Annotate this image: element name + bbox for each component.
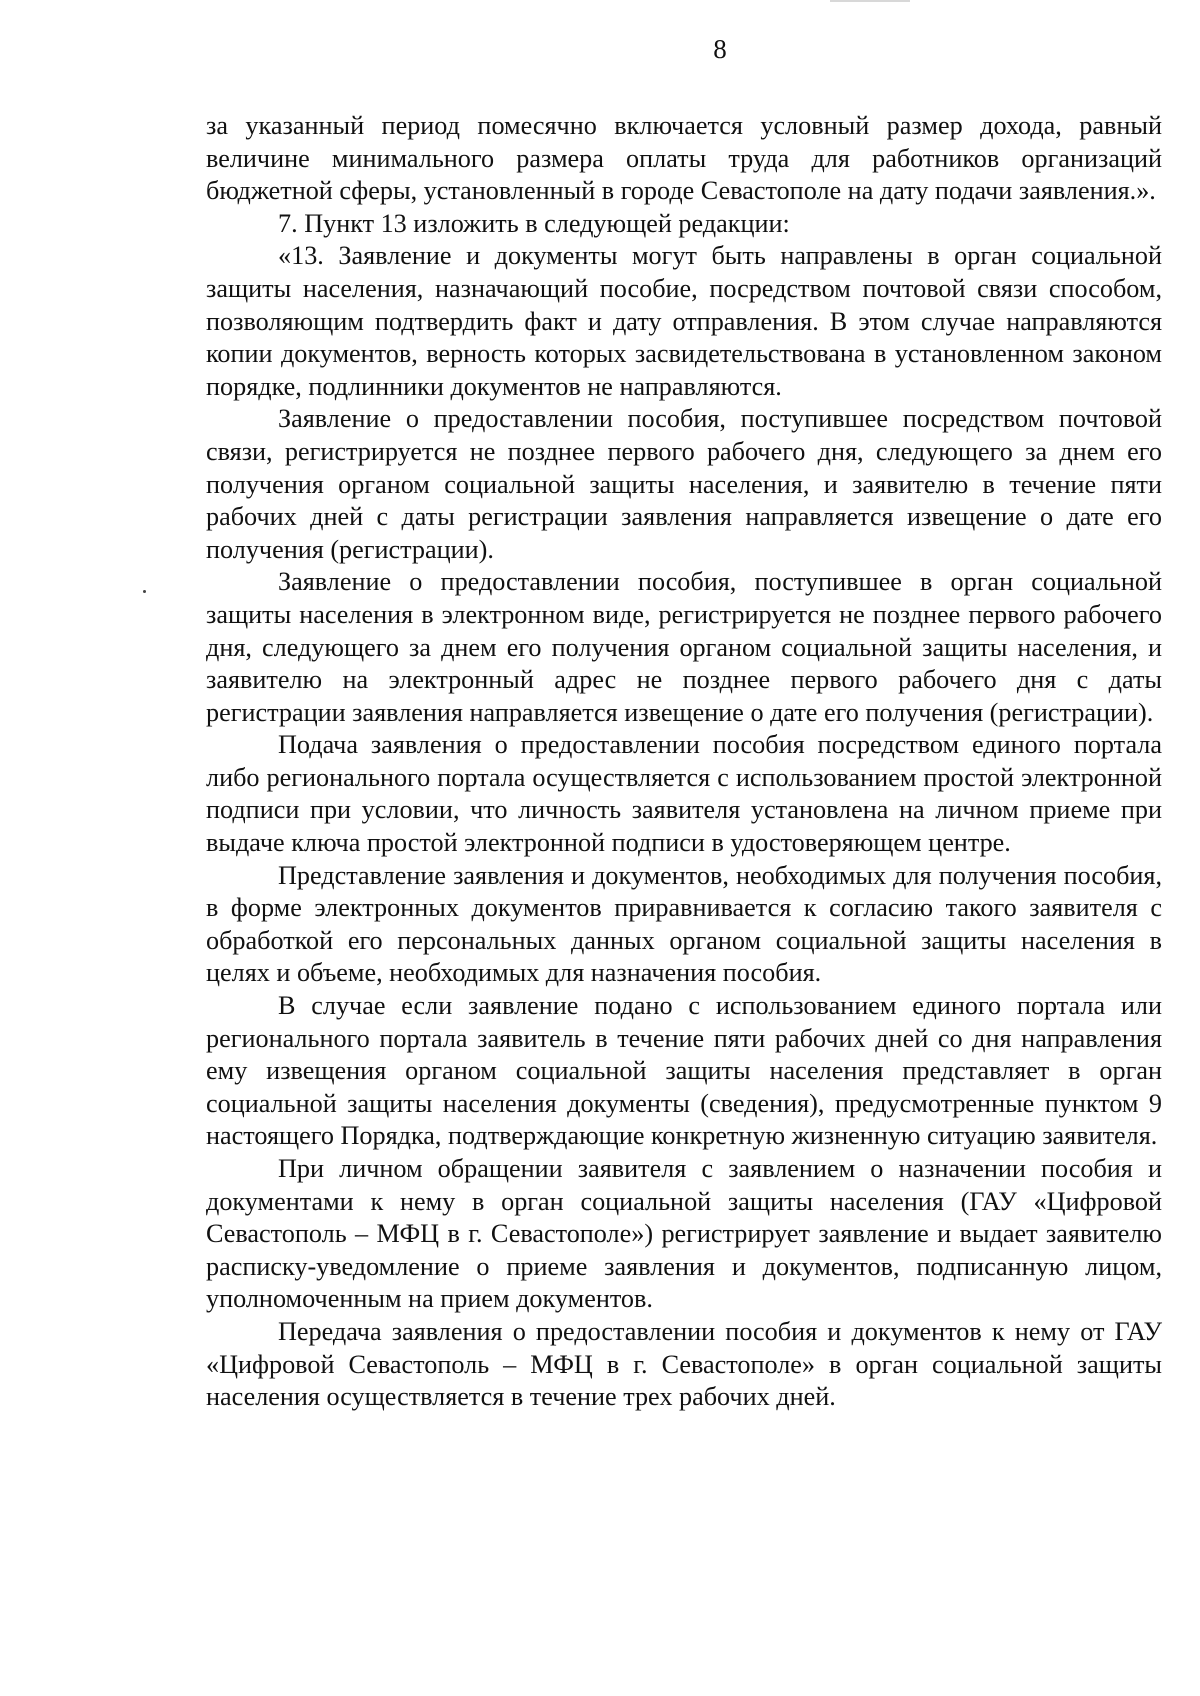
scan-dot xyxy=(143,590,146,593)
paragraph-continuation: за указанный период помесячно включается условный размер дохода, равный величине минимального размера оплаты труда для работников организаций бюджетной сферы, установленный в городе Севастополе на дату подачи заявления.». xyxy=(206,111,1162,206)
paragraph-portal-submission: Подача заявления о предоставлении пособия посредством единого портала либо регионального портала осуществляется с использованием простой электронной подписи при условии, что личность заявителя установлена на личном приеме при выдаче ключа простой электронной подписи в удостоверяющем центре. xyxy=(206,730,1162,858)
page-number: 8 xyxy=(713,34,727,64)
paragraph-postal-registration: Заявление о предоставлении пособия, поступившее посредством почтовой связи, регистрируется не позднее первого рабочего дня, следующего за днем его получения органом социальной защиты населения, и заявителю в течение пяти рабочих дней с даты регистрации заявления направляется извещение о дате его получения (регистрации). xyxy=(206,404,1162,564)
paragraph-portal-documents: В случае если заявление подано с использованием единого портала или регионального портала заявитель в течение пяти рабочих дней со дня направления ему извещения органом социальной защиты населения представляет в орган социальной защиты населения документы (сведения), предусмотренные пунктом 9 настоящего Порядка, подтверждающие конкретную жизненную ситуацию заявителя. xyxy=(206,991,1162,1151)
paragraph-personal-visit: При личном обращении заявителя с заявлением о назначении пособия и документами к нему в орган социальной защиты населения (ГАУ «Цифровой Севастополь – МФЦ в г. Севастополе») регистрирует заявление и выдает заявителю расписку-уведомление о приеме заявления и документов, подписанную лицом, уполномоченным на прием документов. xyxy=(206,1154,1162,1314)
paragraph-point-13: «13. Заявление и документы могут быть направлены в орган социальной защиты населения, назначающий пособие, посредством почтовой связи способом, позволяющим подтвердить факт и дату отправления. В этом случае направляются копии документов, верность которых засвидетельствована в установленном законом порядке, подлинники документов не направляются. xyxy=(206,241,1162,401)
scan-artifact xyxy=(830,0,910,2)
document-body xyxy=(206,110,1162,1414)
paragraph-electronic-registration: Заявление о предоставлении пособия, поступившее в орган социальной защиты населения в электронном виде, регистрируется не позднее первого рабочего дня, следующего за днем его получения органом социальной защиты населения, и заявителю на электронный адрес не позднее первого рабочего дня с даты регистрации заявления направляется извещение о дате его получения (регистрации). xyxy=(206,567,1162,727)
paragraph-electronic-consent: Представление заявления и документов, необходимых для получения пособия, в форме электронных документов приравнивается к согласию такого заявителя с обработкой его персональных данных органом социальной защиты населения в целях и объеме, необходимых для назначения пособия. xyxy=(206,860,1162,988)
paragraph-mfc-transfer: Передача заявления о предоставлении пособия и документов к нему от ГАУ «Цифровой Севастополь – МФЦ в г. Севастополе» в орган социальной защиты населения осуществляется в течение трех рабочих дней. xyxy=(206,1316,1162,1412)
paragraph-item-7: 7. Пункт 13 изложить в следующей редакции: xyxy=(278,208,790,238)
